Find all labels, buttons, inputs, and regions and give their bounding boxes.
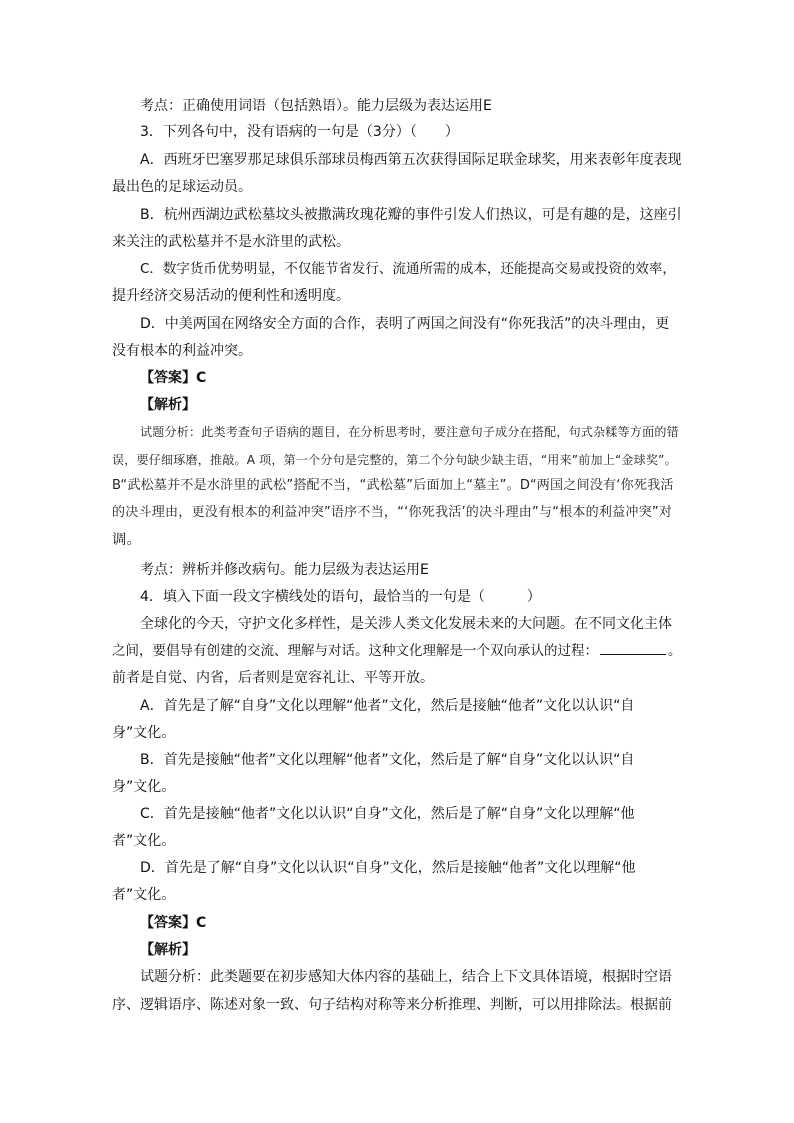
kaodian-line-1: 考点：正确使用词语（包括熟语）。能力层级为表达运用E [140, 98, 492, 114]
q3-answer: 【答案】C [140, 370, 207, 386]
q3-option-d: D．中美两国在网络安全方面的合作，表明了两国之间没有“你死我活”的决斗理由，更 [140, 316, 670, 332]
q3-analysis-line-1: 试题分析：此类考查句子语病的题目，在分析思考时，要注意句子成分在搭配，句式杂糅等方面的错 [140, 425, 679, 439]
q3-analysis-line-4: 的决斗理由，更没有根本的利益冲突”语序不当，“‘你死我活’的决斗理由”与“根本的利益冲突”对 [112, 505, 673, 520]
q4-option-d: D．首先是了解“自身”文化以认识“自身”文化，然后是接触“他者”文化以理解“他 [140, 860, 636, 876]
q4-passage-line-3: 前者是自觉、内省，后者则是宽容礼让、平等开放。 [112, 670, 434, 686]
blank-tail: 。 [668, 643, 682, 659]
q3-option-a-cont: 最出色的足球运动员。 [112, 179, 252, 195]
q3-option-c: C．数字货币优势明显，不仅能节省发行、流通所需的成本，还能提高交易或投资的效率， [140, 261, 676, 277]
q4-option-c: C．首先是接触“他者”文化以认识“自身”文化，然后是了解“自身”文化以理解“他 [140, 806, 635, 822]
question-4-stem: 4．填入下面一段文字横线处的语句，最恰当的一句是（ ） [140, 589, 541, 605]
q4-passage-line-1: 全球化的今天，守护文化多样性，是关涉人类文化发展未来的大问题。在不同文化主体 [140, 616, 672, 632]
answer-blank [600, 641, 666, 655]
q3-analysis-line-5: 调。 [112, 532, 141, 548]
q4-passage-line-2 [112, 641, 682, 661]
q4-analysis-heading: 【解析】 [140, 942, 196, 958]
q3-analysis-line-2: 误，要仔细琢磨，推敲。A 项，第一个分句是完整的，第二个分句缺少缺主语，“用来”前加上“金球奖”。 [112, 453, 677, 467]
q3-option-b-cont: 来关注的武松墓并不是水浒里的武松。 [112, 234, 350, 250]
q3-analysis-line-3: B“武松墓并不是水浒里的武松”搭配不当，“武松墓”后面加上“墓主”。D“两国之间没有‘你死我活 [112, 478, 674, 493]
q4-option-d-cont: 者”文化。 [112, 887, 176, 903]
q4-passage-line-2-text: 之间，要倡导有创建的交流、理解与对话。这种文化理解是一个双向承认的过程： [112, 643, 598, 659]
q4-analysis-line-1: 试题分析：此类题要在初步感知大体内容的基础上，结合上下文具体语境，根据时空语 [140, 969, 672, 985]
q3-option-d-cont: 没有根本的利益冲突。 [112, 343, 252, 359]
question-3-stem: 3．下列各句中，没有语病的一句是（3分）（ ） [140, 124, 459, 140]
kaodian-line-2: 考点：辨析并修改病句。能力层级为表达运用E [140, 562, 429, 578]
q4-option-c-cont: 者”文化。 [112, 833, 176, 849]
q4-option-b-cont: 身”文化。 [112, 779, 176, 795]
q4-option-b: B．首先是接触“他者”文化以理解“他者”文化，然后是了解“自身”文化以认识“自 [140, 752, 635, 768]
q4-answer: 【答案】C [140, 915, 207, 931]
q3-option-c-cont: 提升经济交易活动的便利性和透明度。 [112, 288, 350, 304]
q4-option-a-cont: 身”文化。 [112, 725, 176, 741]
q4-option-a: A．首先是了解“自身”文化以理解“他者”文化，然后是接触“他者”文化以认识“自 [140, 698, 635, 714]
q3-analysis-heading: 【解析】 [140, 397, 196, 413]
q3-option-b: B．杭州西湖边武松墓坟头被撒满玫瑰花瓣的事件引发人们热议，可是有趣的是，这座引 [140, 207, 682, 223]
q3-option-a: A．西班牙巴塞罗那足球俱乐部球员梅西第五次获得国际足联金球奖，用来表彰年度表现 [140, 152, 682, 168]
q4-analysis-line-2: 序、逻辑语序、陈述对象一致、句子结构对称等来分析推理、判断，可以用排除法。根据前 [112, 997, 672, 1013]
